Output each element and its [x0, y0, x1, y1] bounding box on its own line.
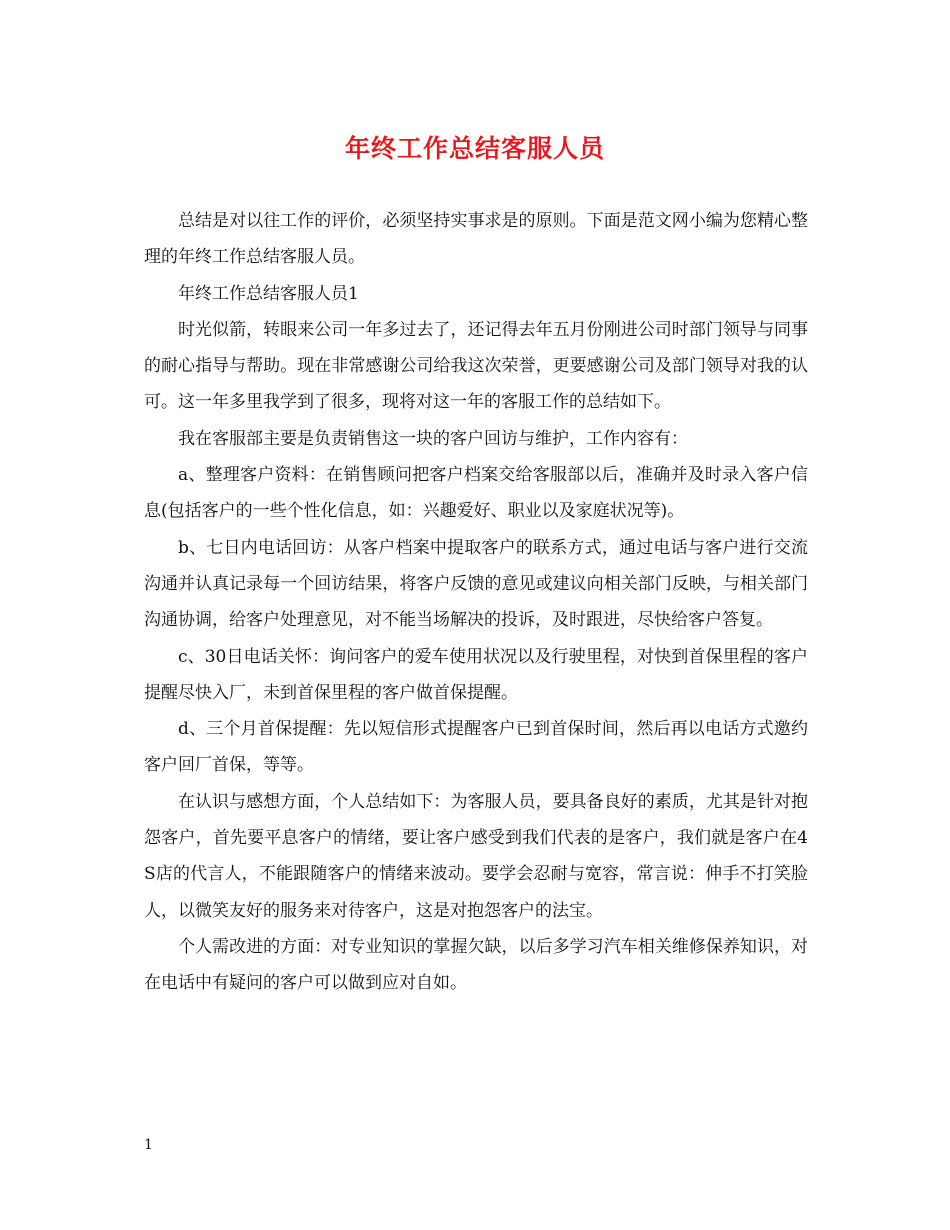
paragraph-reflection: 在认识与感想方面，个人总结如下：为客服人员，要具备良好的素质，尤其是针对抱怨客户，首先要平息客户的情绪，要让客户感受到我们代表的是客户，我们就是客户在4S店的代言人，不能跟随客户的情绪来波动。要学会忍耐与宽容，常言说：伸手不打笑脸人，以微笑友好的服务来对待客户，这是对抱怨客户的法宝。: [144, 791, 808, 921]
paragraph-improvement: 个人需改进的方面：对专业知识的掌握欠缺，以后多学习汽车相关维修保养知识，对在电话中有疑问的客户可以做到应对自如。: [144, 936, 808, 994]
paragraph-item-a: a、整理客户资料：在销售顾问把客户档案交给客服部以后，准确并及时录入客户信息(包括客户的一些个性化信息，如：兴趣爱好、职业以及家庭状况等)。: [144, 465, 808, 522]
page-number: 1: [144, 1137, 153, 1153]
paragraph-intro: 总结是对以往工作的评价，必须坚持实事求是的原则。下面是范文网小编为您精心整理的年终工作总结客服人员。: [144, 211, 808, 268]
paragraph-subheading: 年终工作总结客服人员1: [178, 283, 359, 304]
paragraph-item-d: d、三个月首保提醒：先以短信形式提醒客户已到首保时间，然后再以电话方式邀约客户回厂首保，等等。: [144, 719, 808, 776]
document-title: 年终工作总结客服人员: [344, 134, 605, 163]
document-body: [144, 203, 808, 1002]
paragraph-duties: 我在客服部主要是负责销售这一块的客户回访与维护，工作内容有：: [178, 428, 688, 449]
paragraph-item-c: c、30日电话关怀：询问客户的爱车使用状况以及行驶里程，对快到首保里程的客户提醒尽快入厂，未到首保里程的客户做首保提醒。: [144, 646, 808, 703]
paragraph-opening: 时光似箭，转眼来公司一年多过去了，还记得去年五月份刚进公司时部门领导与同事的耐心指导与帮助。现在非常感谢公司给我这次荣誉，更要感谢公司及部门领导对我的认可。这一年多里我学到了很多，现将对这一年的客服工作的总结如下。: [144, 319, 808, 413]
paragraph-item-b: b、七日内电话回访：从客户档案中提取客户的联系方式，通过电话与客户进行交流沟通并认真记录每一个回访结果，将客户反馈的意见或建议向相关部门反映，与相关部门沟通协调，给客户处理意见，对不能当场解决的投诉，及时跟进，尽快给客户答复。: [144, 537, 808, 631]
